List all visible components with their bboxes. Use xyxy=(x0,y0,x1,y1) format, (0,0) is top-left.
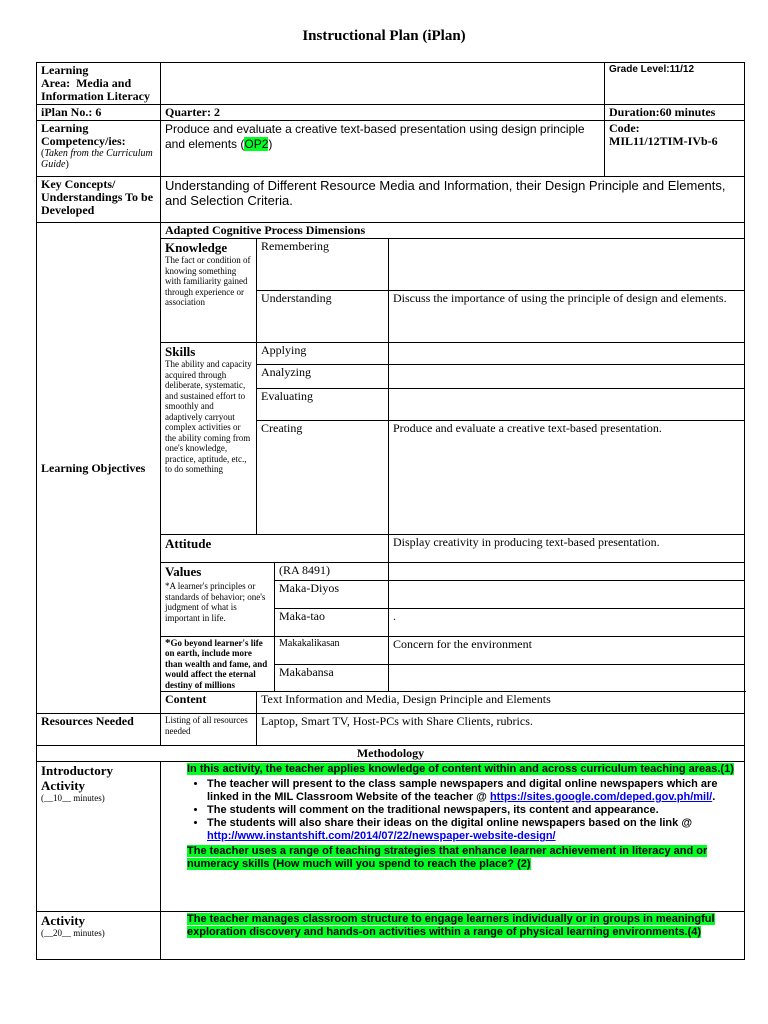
maka-tao-text: . xyxy=(389,608,745,636)
creating-text: Produce and evaluate a creative text-based presentation. xyxy=(389,421,745,535)
analyzing-text xyxy=(389,365,745,389)
beyond-desc-cell: *Go beyond learner's life on earth, include more than wealth and fame, and would affect the eternal destiny of millions xyxy=(161,636,275,692)
intro-highlight: In this activity, the teacher applies knowledge of content within and across curriculum teaching areas.(1) xyxy=(187,763,734,775)
competency-label-cell: Learning Competency/ies: (Taken from the Curriculum Guide) xyxy=(37,121,161,177)
key-concepts-label: Key Concepts/ Understandings To be Developed xyxy=(37,177,161,223)
intro-label-cell: Introductory Activity (__10__ minutes) xyxy=(37,762,161,912)
competency-text: Produce and evaluate a creative text-based presentation using design principle and elements (OP2) xyxy=(161,121,605,177)
content-text: Text Information and Media, Design Principle and Elements xyxy=(257,692,745,714)
skills-desc: The ability and capacity acquired through deliberate, systematic, and sustained effort to smoothly and adaptively carryout complex activities or the ability coming from one's knowledge, practice, aptitude, etc., to do something xyxy=(165,359,252,474)
intro-bullet-1: • The teacher will present to the class sample newspapers and digital online newspapers which are linked in the MIL Classroom Website of the teacher @ https://sites.google.com/deped.gov.ph/mil/. xyxy=(207,778,740,804)
intro-label: Introductory Activity xyxy=(41,763,113,793)
intro-bullet-2: • The students will comment on the traditional newspapers, its content and appearance. xyxy=(207,804,740,817)
intro-bullet-list xyxy=(165,778,740,843)
creating-label: Creating xyxy=(257,421,389,535)
skills-title: Skills xyxy=(165,344,196,359)
activity-minutes: __20__ minutes xyxy=(44,928,102,938)
activity-label-cell: Activity (__20__ minutes) xyxy=(37,912,161,960)
knowledge-desc: The fact or condition of knowing something with familiarity gained through experience or association xyxy=(165,255,251,307)
key-concepts-text: Understanding of Different Resource Media and Information, their Design Principle and Elements, and Selection Criteria. xyxy=(161,177,745,223)
dimensions-header: Adapted Cognitive Process Dimensions xyxy=(161,223,745,239)
resources-listing: Listing of all resources needed xyxy=(161,714,257,746)
values-ra: (RA 8491) xyxy=(275,563,389,581)
competency-label: Learning Competency/ies: xyxy=(41,121,126,148)
evaluating-text xyxy=(389,389,745,421)
makabansa-label: Makabansa xyxy=(275,665,389,692)
values-ra-blank xyxy=(389,563,745,581)
beyond-desc: Go beyond learner's life on earth, include more than wealth and fame, and would affect the eternal destiny of millions xyxy=(165,637,268,690)
remembering-label: Remembering xyxy=(257,239,389,291)
duration: Duration:60 minutes xyxy=(605,105,745,121)
analyzing-label: Analyzing xyxy=(257,365,389,389)
intro-highlight-2: The teacher uses a range of teaching strategies that enhance learner achievement in literacy and or numeracy skills (How much will you spend to reach the place? (2) xyxy=(187,845,708,870)
resources-label: Resources Needed xyxy=(37,714,161,746)
resources-text: Laptop, Smart TV, Host-PCs with Share Clients, rubrics. xyxy=(257,714,745,746)
applying-text xyxy=(389,343,745,365)
activity-label: Activity xyxy=(41,913,86,928)
applying-label: Applying xyxy=(257,343,389,365)
learning-area-value-cell xyxy=(161,63,605,105)
attitude-text: Display creativity in producing text-based presentation. xyxy=(389,535,745,563)
document-title: Instructional Plan (iPlan) xyxy=(302,28,466,44)
makakalikasan-label: Makakalikasan xyxy=(275,636,389,665)
skills-cell xyxy=(161,343,257,535)
learning-area-label: Learning Area: Media and Information Literacy xyxy=(37,63,161,105)
competency-note: Taken from the Curriculum Guide xyxy=(41,148,153,170)
learning-objectives-label: Learning Objectives xyxy=(37,223,161,714)
understanding-label: Understanding xyxy=(257,291,389,343)
activity-highlight: The teacher manages classroom structure to engage learners individually or in groups in meaningful exploration discovery and hands-on activities within a range of physical learning environments.(4) xyxy=(187,913,715,938)
intro-bullet-3: • The students will also share their ideas on the digital online newspapers based on the link @ http://www.instantshift.com/2014/07/22/newspaper-website-design/ xyxy=(207,817,740,843)
remembering-text xyxy=(389,239,745,291)
values-title: Values xyxy=(161,563,275,581)
grade-level: Grade Level:11/12 xyxy=(605,63,745,105)
competency-tag: OP2 xyxy=(244,137,269,151)
code-label: Code: xyxy=(609,121,640,135)
makabansa-text xyxy=(389,665,745,692)
knowledge-title: Knowledge xyxy=(165,240,228,255)
intro-content xyxy=(161,762,745,912)
attitude-title: Attitude xyxy=(161,535,389,563)
quarter: Quarter: 2 xyxy=(161,105,605,121)
values-desc: *A learner's principles or standards of behavior; one's judgment of what is important in life. xyxy=(161,580,275,636)
knowledge-cell xyxy=(161,239,257,343)
intro-minutes: __10__ minutes xyxy=(44,793,102,803)
understanding-text: Discuss the importance of using the principle of design and elements. xyxy=(389,291,745,343)
activity-content xyxy=(161,912,745,960)
maka-diyos-text xyxy=(389,580,745,608)
maka-diyos-label: Maka-Diyos xyxy=(275,580,389,608)
code-value: MIL11/12TIM-IVb-6 xyxy=(609,134,718,148)
methodology-header: Methodology xyxy=(37,746,745,762)
maka-tao-label: Maka-tao xyxy=(275,608,389,636)
evaluating-label: Evaluating xyxy=(257,389,389,421)
mil-classroom-link[interactable]: https://sites.google.com/deped.gov.ph/mil/ xyxy=(489,791,713,803)
iplan-number: iPlan No.: 6 xyxy=(37,105,161,121)
makakalikasan-text: Concern for the environment xyxy=(389,636,745,665)
iplan-table xyxy=(36,62,745,960)
code-cell xyxy=(605,121,745,177)
instantshift-link[interactable]: http://www.instantshift.com/2014/07/22/newspaper-website-design/ xyxy=(207,830,556,842)
content-label: Content xyxy=(161,692,257,714)
